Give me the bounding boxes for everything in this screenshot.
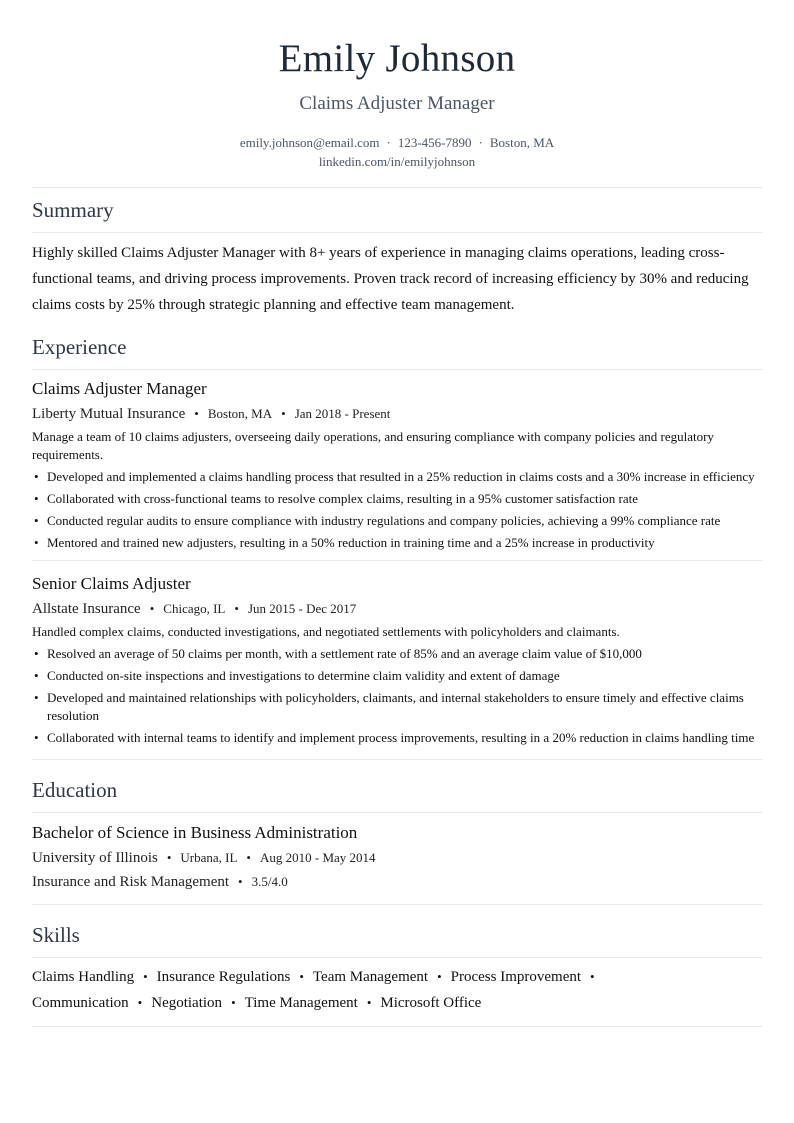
skill-separator: • (590, 969, 595, 984)
contact-line (32, 133, 762, 152)
education-field: Insurance and Risk Management (32, 874, 230, 890)
bullet-icon: • (34, 690, 39, 705)
meta-bullet: • (238, 874, 243, 889)
bullet-icon: • (34, 491, 39, 506)
meta-bullet: • (246, 850, 251, 865)
summary-heading: Summary (32, 198, 114, 222)
job-title: Senior Claims Adjuster (32, 574, 191, 593)
skills-section (32, 905, 762, 1027)
education-field-line (32, 872, 762, 892)
job-entry (32, 370, 762, 552)
skills-heading: Skills (32, 923, 80, 947)
education-heading: Education (32, 778, 118, 802)
job-company: Liberty Mutual Insurance (32, 406, 186, 422)
divider (32, 957, 762, 958)
education-degree: Bachelor of Science in Business Administration (32, 823, 358, 842)
job-company: Allstate Insurance (32, 601, 141, 617)
contact-email[interactable]: emily.johnson@email.com (239, 135, 380, 150)
contact-phone: 123-456-7890 (397, 135, 472, 150)
skill-separator: • (366, 995, 372, 1010)
meta-bullet: • (281, 406, 286, 421)
education-dates: Aug 2010 - May 2014 (259, 850, 376, 865)
education-meta (32, 848, 762, 868)
skill-separator: • (437, 969, 442, 984)
job-description: Handled complex claims, conducted investigations, and negotiated settlements with policyholders and claimants. (32, 624, 620, 639)
achievement-item (32, 468, 762, 486)
candidate-name: Emily Johnson (278, 37, 516, 80)
bullet-icon: • (34, 513, 39, 528)
achievement-item (32, 534, 762, 552)
education-location: Urbana, IL (180, 850, 238, 865)
contact-separator: · (386, 135, 391, 150)
resume-header (32, 0, 762, 171)
achievement-text: Collaborated with cross-functional teams to resolve complex claims, resulting in a 95% customer satisfaction rate (47, 491, 638, 506)
achievement-text: Collaborated with internal teams to identify and implement process improvements, resulting in a 20% reduction in claims handling time (47, 730, 755, 745)
skill-separator: • (137, 995, 143, 1010)
bullet-icon: • (34, 668, 39, 683)
job-meta (32, 599, 762, 619)
skill-item: Insurance Regulations (156, 969, 291, 985)
achievement-text: Conducted regular audits to ensure compliance with industry regulations and company policies, achieving a 99% compliance rate (47, 513, 721, 528)
meta-bullet: • (194, 406, 199, 421)
skill-separator: • (231, 995, 236, 1010)
achievement-text: Resolved an average of 50 claims per month, with a settlement rate of 85% and an average claim value of $10,000 (47, 646, 642, 661)
meta-bullet: • (166, 850, 172, 865)
skill-item: Process Improvement (450, 969, 582, 985)
bullet-icon: • (34, 469, 39, 484)
job-dates: Jan 2018 - Present (294, 406, 391, 421)
achievement-item (32, 689, 762, 725)
bullet-icon: • (34, 646, 39, 661)
skill-item: Microsoft Office (380, 995, 482, 1011)
contact-location: Boston, MA (489, 135, 555, 150)
divider (32, 1026, 762, 1027)
achievement-text: Conducted on-site inspections and investigations to determine claim validity and extent of damage (47, 668, 560, 683)
contact-linkedin[interactable]: linkedin.com/in/emilyjohnson (318, 154, 476, 169)
job-entry (32, 561, 762, 747)
achievement-text: Developed and implemented a claims handling process that resulted in a 25% reduction in claims costs and a 30% increase in efficiency (47, 469, 755, 484)
skill-separator: • (299, 969, 304, 984)
achievement-item (32, 645, 762, 663)
education-section (32, 760, 762, 905)
education-school: University of Illinois (32, 850, 158, 866)
job-location: Chicago, IL (163, 601, 226, 616)
achievement-text: Mentored and trained new adjusters, resulting in a 50% reduction in training time and a 25% increase in productivity (47, 535, 655, 550)
achievement-item (32, 490, 762, 508)
skill-item: Team Management (312, 969, 429, 985)
skill-item: Claims Handling (32, 969, 135, 985)
job-description: Manage a team of 10 claims adjusters, overseeing daily operations, and ensuring compliance with company policies and regulatory requirements. (32, 429, 714, 462)
job-title: Claims Adjuster Manager (32, 379, 207, 398)
job-achievements (32, 645, 762, 747)
job-achievements (32, 468, 762, 552)
meta-bullet: • (149, 601, 155, 616)
achievement-item (32, 729, 762, 747)
bullet-icon: • (34, 730, 39, 745)
job-meta (32, 404, 762, 424)
achievement-text: Developed and maintained relationships with policyholders, claimants, and internal stakeholders to ensure timely and effective claims resolution (47, 690, 744, 723)
skill-separator: • (143, 969, 148, 984)
skill-item: Negotiation (151, 995, 223, 1011)
contact-separator: · (478, 135, 483, 150)
meta-bullet: • (234, 601, 239, 616)
divider (32, 812, 762, 813)
skills-row (32, 990, 762, 1016)
education-gpa: 3.5/4.0 (251, 874, 288, 889)
candidate-role: Claims Adjuster Manager (299, 93, 495, 114)
skill-item: Time Management (244, 995, 358, 1011)
achievement-item (32, 667, 762, 685)
job-location: Boston, MA (207, 406, 273, 421)
experience-heading: Experience (32, 335, 127, 359)
achievement-item (32, 512, 762, 530)
job-dates: Jun 2015 - Dec 2017 (247, 601, 357, 616)
contact-linkedin-line (32, 152, 762, 171)
divider (32, 232, 762, 233)
skills-row (32, 964, 762, 990)
summary-section (32, 188, 762, 318)
experience-section (32, 318, 762, 760)
summary-text: Highly skilled Claims Adjuster Manager with 8+ years of experience in managing claims operations, leading cross-functional teams, and driving process improvements. Proven track record of increasing efficiency by 30% and reducing claims costs by 25% through strategic planning and effective team management. (32, 245, 749, 313)
skill-item: Communication (32, 995, 129, 1011)
bullet-icon: • (34, 535, 39, 550)
